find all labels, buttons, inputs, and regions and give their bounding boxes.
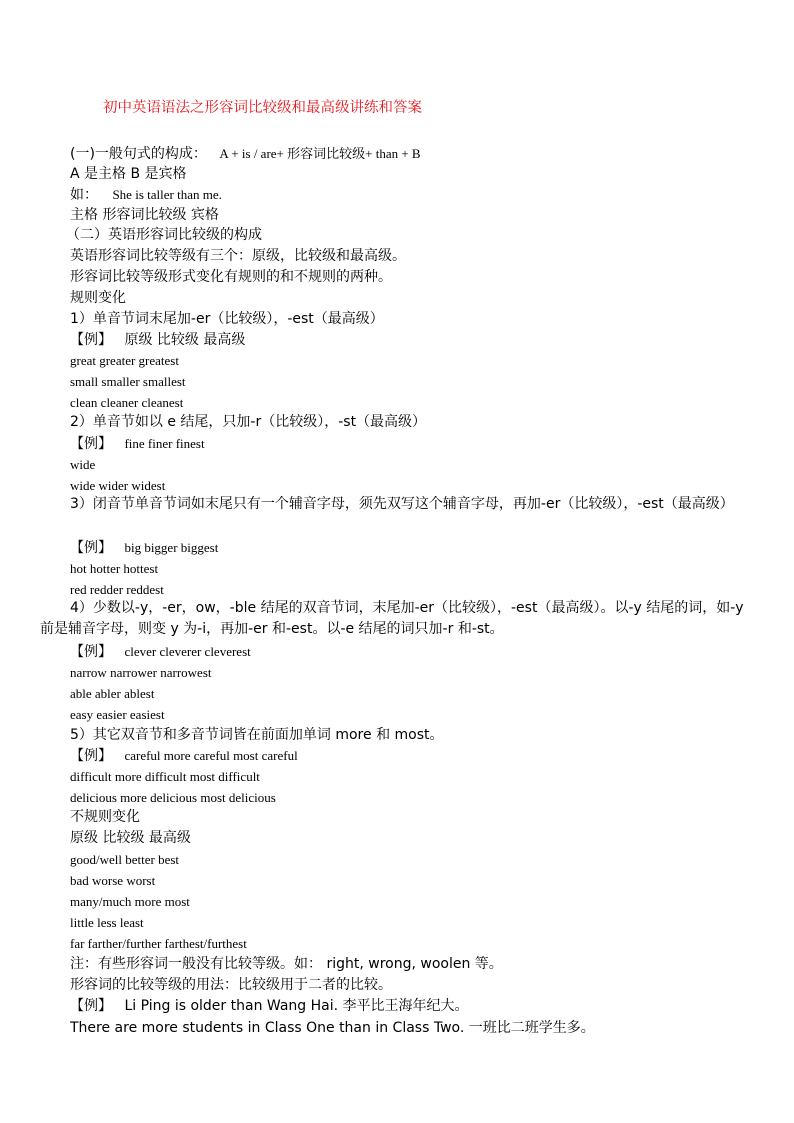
usage-example-2: There are more students in Class One than in Class Two. 一班比二班学生多。 — [70, 1020, 595, 1036]
irregular-example-4: little less least — [70, 915, 144, 930]
rule-4-inline-text: clever cleverer cleverest — [124, 644, 251, 659]
irregular-example-3: many/much more most — [70, 894, 190, 909]
section1-formula: A + is / are+ 形容词比较级+ than + B — [219, 146, 421, 161]
rule-2-example-2: wide wider widest — [70, 478, 166, 493]
regular-heading: 规则变化 — [70, 290, 126, 306]
irregular-example-1: good/well better best — [70, 852, 180, 867]
section2-intro-2: 形容词比较等级形式变化有规则的和不规则的两种。 — [70, 269, 392, 285]
rule-3-inline-text: big bigger biggest — [124, 540, 219, 555]
section2-heading: （二）英语形容词比较级的构成 — [66, 227, 262, 243]
example-label: 【例】 — [70, 644, 112, 660]
usage-example-1 — [70, 995, 469, 1015]
section1-heading-text: (一)一般句式的构成： — [70, 146, 207, 162]
rule-5-inline-text: careful more careful most careful — [124, 748, 298, 763]
section1-example-label: 如： — [70, 187, 98, 203]
section1-example-text: She is taller than me. — [112, 187, 222, 202]
rule-4-example-inline — [70, 641, 251, 661]
usage-example-1-text: Li Ping is older than Wang Hai. 李平比王海年纪大。 — [124, 998, 469, 1014]
rule-4: 4）少数以-y，-er，ow，-ble 结尾的双音节词，末尾加-er（比较级），-est（最高级）。以-y 结尾的词，如-y 前是辅音字母，则变 y 为-i，再加-er 和-est。以-e 结尾的词只加-r 和-st。 — [40, 600, 744, 637]
example-label: 【例】 — [70, 540, 112, 556]
irregular-header: 原级 比较级 最高级 — [70, 830, 191, 846]
rule-1-header-text: 原级 比较级 最高级 — [124, 332, 246, 348]
example-label: 【例】 — [70, 332, 112, 348]
rule-3-example-2: red redder reddest — [70, 582, 164, 597]
rule-3: 3）闭音节单音节词如末尾只有一个辅音字母，须先双写这个辅音字母，再加-er（比较级），-est（最高级） — [70, 496, 734, 512]
section1-example — [70, 184, 222, 204]
rule-3-example-inline — [70, 537, 218, 557]
section1-example-roles: 主格 形容词比较级 宾格 — [70, 207, 219, 223]
section2-intro-1: 英语形容词比较等级有三个：原级，比较级和最高级。 — [70, 248, 406, 264]
example-label: 【例】 — [70, 748, 112, 764]
document-title: 初中英语语法之形容词比较级和最高级讲练和答案 — [103, 100, 422, 116]
irregular-example-5: far farther/further farthest/furthest — [70, 936, 247, 951]
rule-2-example-1: wide — [70, 457, 96, 472]
rule-4-example-3: easy easier easiest — [70, 707, 165, 722]
section1-heading — [70, 143, 421, 163]
irregular-example-2: bad worse worst — [70, 873, 156, 888]
rule-2: 2）单音节如以 e 结尾，只加-r（比较级），-st（最高级） — [70, 414, 427, 430]
rule-4-example-2: able abler ablest — [70, 686, 155, 701]
example-label: 【例】 — [70, 998, 112, 1014]
rule-5: 5）其它双音节和多音节词皆在前面加单词 more 和 most。 — [70, 727, 444, 743]
rule-2-example-inline — [70, 433, 205, 453]
rule-1-example-header — [70, 329, 245, 349]
rule-5-example-inline — [70, 745, 298, 765]
section1-roles: A 是主格 B 是宾格 — [70, 166, 187, 182]
rule-3-example-1: hot hotter hottest — [70, 561, 159, 576]
rule-1-example-3: clean cleaner cleanest — [70, 395, 184, 410]
example-label: 【例】 — [70, 436, 112, 452]
rule-1: 1）单音节词末尾加-er（比较级），-est（最高级） — [70, 311, 384, 327]
rule-4-example-1: narrow narrower narrowest — [70, 665, 212, 680]
rule-2-inline-text: fine finer finest — [124, 436, 205, 451]
rule-5-example-1: difficult more difficult most difficult — [70, 769, 260, 784]
rule-5-example-2: delicious more delicious most delicious — [70, 790, 276, 805]
note: 注：有些形容词一般没有比较等级。如： right, wrong, woolen 等。 — [70, 956, 503, 972]
irregular-heading: 不规则变化 — [70, 809, 140, 825]
rule-1-example-2: small smaller smallest — [70, 374, 186, 389]
rule-1-example-1: great greater greatest — [70, 353, 179, 368]
usage-heading: 形容词的比较等级的用法：比较级用于二者的比较。 — [70, 977, 392, 993]
